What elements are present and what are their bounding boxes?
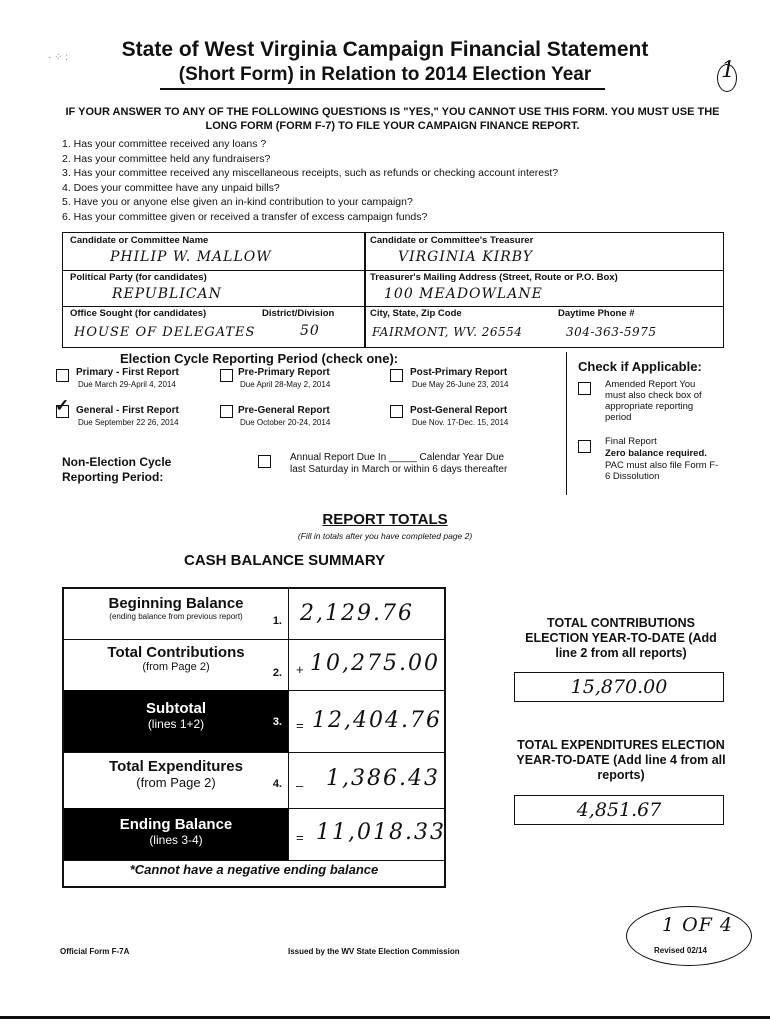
ending-balance-value[interactable]: 11,018.33 (316, 820, 446, 845)
operator: + (296, 662, 304, 677)
official-form-label: Official Form F-7A (60, 947, 130, 956)
general-first-due: Due September 22 26, 2014 (78, 418, 179, 427)
table-row (64, 752, 444, 809)
subtotal-value[interactable]: 12,404.76 (312, 708, 442, 733)
pre-general-label: Pre-General Report (238, 405, 330, 416)
table-row (64, 589, 444, 640)
pre-primary-label: Pre-Primary Report (238, 367, 330, 378)
phone-label: Daytime Phone # (558, 308, 635, 319)
general-first-label: General - First Report (76, 405, 179, 416)
ytd-contributions-title: TOTAL CONTRIBUTIONS ELECTION YEAR-TO-DATE (Add line 2 from all reports) (525, 616, 717, 660)
pre-primary-due: Due April 28-May 2, 2014 (240, 380, 331, 389)
candidate-value[interactable]: PHILIP W. MALLOW (110, 249, 272, 265)
pre-general-due: Due October 20-24, 2014 (240, 418, 331, 427)
info-box-rule (62, 270, 724, 271)
post-general-checkbox[interactable] (390, 405, 403, 418)
candidate-label: Candidate or Committee Name (70, 235, 209, 246)
info-box-divider (364, 232, 366, 348)
final-report-zero: Zero balance required. (605, 448, 707, 459)
row-heading: Subtotal (146, 700, 206, 717)
question-item: 6. Has your committee given or received a transfer of excess campaign funds? (62, 210, 428, 223)
district-value[interactable]: 50 (300, 323, 320, 339)
negative-balance-note: *Cannot have a negative ending balance (129, 862, 379, 877)
office-label: Office Sought (for candidates) (70, 308, 207, 319)
row-subtext: (from Page 2) (136, 775, 216, 790)
post-primary-label: Post-Primary Report (410, 367, 508, 378)
notice-text: IF YOUR ANSWER TO ANY OF THE FOLLOWING QUESTIONS IS "YES," YOU CANNOT USE THIS FORM. YOU MUST USE THE LONG FORM (FORM F-7) TO FILE YOUR CAMPAIGN FINANCE REPORT. (65, 106, 720, 132)
row-heading: Total Expenditures (109, 758, 243, 775)
final-report-checkbox[interactable] (578, 440, 591, 453)
final-report-title: Final Report (605, 436, 657, 447)
cash-balance-table (62, 587, 446, 888)
address-value[interactable]: 100 MEADOWLANE (384, 286, 543, 302)
table-row (64, 639, 444, 691)
district-label: District/Division (262, 308, 335, 319)
post-general-due: Due Nov. 17-Dec. 15, 2014 (412, 418, 509, 427)
table-row (64, 808, 444, 861)
row-subtext: (ending balance from previous report) (109, 612, 243, 621)
post-primary-checkbox[interactable] (390, 369, 403, 382)
applicable-title: Check if Applicable: (578, 359, 702, 374)
row-heading: Ending Balance (119, 816, 233, 833)
question-item: 1. Has your committee received any loans ? (62, 138, 267, 150)
non-election-label: Non-Election Cycle Reporting Period: (62, 455, 172, 484)
row-number: 1. (272, 615, 282, 627)
party-label: Political Party (for candidates) (70, 272, 207, 283)
treasurer-label: Candidate or Committee's Treasurer (370, 235, 534, 246)
amended-text: Amended Report You must also check box of appropriate reporting period (605, 379, 702, 423)
row-number: 3. (272, 716, 282, 728)
city-label: City, State, Zip Code (370, 308, 462, 319)
amended-checkbox[interactable] (578, 382, 591, 395)
total-contributions-value[interactable]: 10,275.00 (310, 651, 440, 676)
pre-general-checkbox[interactable] (220, 405, 233, 418)
row-subtext: (lines 1+2) (147, 717, 205, 731)
panel-divider (566, 352, 567, 495)
form-title: State of West Virginia Campaign Financial Statement (121, 38, 649, 61)
annual-report-text: Annual Report Due In _____ Calendar Year Due last Saturday in March or within 6 days thereafter (290, 452, 508, 475)
party-value[interactable]: REPUBLICAN (112, 286, 222, 302)
annual-report-checkbox[interactable] (258, 455, 271, 468)
question-item: 5. Have you or anyone else given an in-kind contribution to your campaign? (62, 196, 413, 208)
row-subtext: (lines 3-4) (149, 833, 203, 847)
post-primary-due: Due May 26-June 23, 2014 (412, 380, 509, 389)
page-count: 1 OF 4 (662, 914, 734, 936)
operator: = (296, 718, 304, 733)
revised-label: Revised 02/14 (654, 946, 707, 955)
question-list (62, 137, 558, 224)
total-expenditures-value[interactable]: 1,386.43 (326, 766, 440, 791)
city-value[interactable]: FAIRMONT, WV. 26554 (372, 325, 523, 339)
operator: – (296, 778, 304, 793)
page-mark: 1 (721, 58, 735, 83)
primary-first-label: Primary - First Report (76, 367, 179, 378)
form-subtitle: (Short Form) in Relation to 2014 Election Year (178, 64, 592, 85)
ytd-expenditures-title: TOTAL EXPENDITURES ELECTION YEAR-TO-DATE (Add line 4 from all reports) (516, 738, 726, 782)
issued-by-label: Issued by the WV State Election Commission (288, 947, 460, 956)
ytd-expenditures-value[interactable]: 4,851.67 (514, 795, 724, 825)
office-value[interactable]: HOUSE OF DELEGATES (74, 325, 256, 340)
question-item: 4. Does your committee have any unpaid bills? (62, 181, 280, 194)
primary-first-checkbox[interactable] (56, 369, 69, 382)
post-general-label: Post-General Report (410, 405, 508, 416)
primary-first-due: Due March 29-April 4, 2014 (78, 380, 176, 389)
checkmark-icon: ✓ (55, 396, 70, 415)
scan-speck: · ⁘ : (48, 52, 69, 63)
table-row (64, 690, 444, 753)
page-bottom-rule (0, 1016, 770, 1019)
ytd-contributions-value[interactable]: 15,870.00 (514, 672, 724, 702)
row-heading: Total Contributions (107, 644, 245, 661)
cycle-title: Election Cycle Reporting Period (check one): (120, 351, 399, 366)
question-item: 2. Has your committee held any fundraisers? (62, 152, 271, 165)
treasurer-value[interactable]: VIRGINIA KIRBY (398, 249, 534, 265)
address-label: Treasurer's Mailing Address (Street, Route or P.O. Box) (370, 272, 618, 283)
phone-value[interactable]: 304-363-5975 (566, 325, 657, 339)
row-number: 4. (272, 778, 282, 790)
row-heading: Beginning Balance (108, 595, 244, 612)
row-number: 2. (272, 667, 282, 679)
pre-primary-checkbox[interactable] (220, 369, 233, 382)
row-subtext: (from Page 2) (142, 661, 210, 673)
report-totals-subtitle: (Fill in totals after you have completed page 2) (297, 531, 473, 541)
cash-balance-title: CASH BALANCE SUMMARY (184, 552, 386, 569)
question-item: 3. Has your committee received any miscellaneous receipts, such as refunds or checking account interest? (62, 167, 559, 179)
report-totals-title: REPORT TOTALS (322, 511, 448, 528)
title-underline (160, 88, 605, 90)
beginning-balance-value[interactable]: 2,129.76 (300, 601, 414, 626)
info-box-rule (62, 306, 724, 307)
final-report-note: PAC must also file Form F-6 Dissolution (605, 460, 719, 482)
operator: = (296, 830, 304, 845)
